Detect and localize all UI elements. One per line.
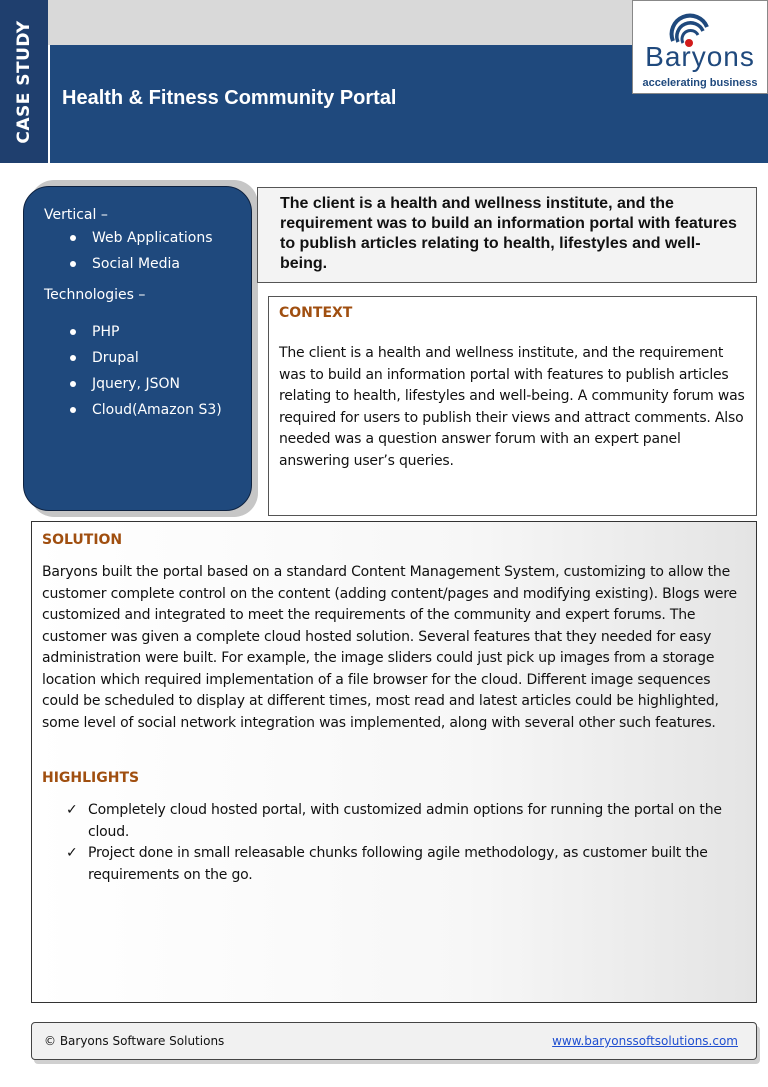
technologies-list [68, 319, 222, 423]
technologies-heading: Technologies – [44, 287, 146, 303]
checkmark-icon: ✓ [66, 802, 78, 818]
context-title: CONTEXT [279, 305, 353, 321]
summary-text: The client is a health and wellness institute, and the requirement was to build an information portal with features to publish articles relating to health, lifestyles and well-being. [280, 195, 737, 272]
page-title: Health & Fitness Community Portal [62, 87, 397, 109]
vertical-list [68, 225, 222, 277]
logo-tagline: accelerating business [642, 77, 758, 89]
highlights-title: HIGHLIGHTS [42, 770, 140, 786]
highlight-text: Completely cloud hosted portal, with customized admin options for running the portal on the cloud. [88, 802, 722, 840]
technology-item: Jquery, JSON [68, 371, 222, 397]
panel-content [44, 205, 222, 423]
vertical-item: Web Applications [68, 225, 222, 251]
highlight-item [66, 800, 746, 843]
footer-website-link[interactable]: www.baryonssoftsolutions.com [552, 1034, 738, 1048]
logo-name: Baryons [645, 41, 755, 72]
company-logo [632, 0, 768, 94]
footer-copyright: © Baryons Software Solutions [44, 1034, 225, 1048]
case-study-label: CASE STUDY [14, 20, 34, 144]
solution-section [31, 521, 757, 1003]
project-details-panel [23, 186, 252, 511]
solution-body: Baryons built the portal based on a standard Content Management System, customizing to allow the customer complete control on the content (adding content/pages and modifying existing). Blogs were customized and integrated to meet the requirements of the community and expert forums. The customer was given a complete cloud hosted solution. Several features that they needed for easy administration were built. For example, the image sliders could just pick up images from a storage location which required implementation of a file browser for the cloud. Different image sequences could be scheduled to display at different times, most read and latest articles could be highlighted, some level of social network integration was implemented, along with several other such features. [42, 564, 737, 731]
highlight-text: Project done in small releasable chunks following agile methodology, as customer built the requirements on the go. [88, 845, 708, 883]
highlight-item [66, 843, 746, 886]
case-study-tab [0, 0, 48, 163]
vertical-heading: Vertical – [44, 207, 108, 223]
checkmark-icon: ✓ [66, 845, 78, 861]
technology-item: Cloud(Amazon S3) [68, 397, 222, 423]
technology-item: Drupal [68, 345, 222, 371]
highlights-list [66, 800, 746, 886]
context-body: The client is a health and wellness institute, and the requirement was to build an information portal with features to publish articles relating to health, lifestyles and well-being. A community forum was required for users to publish their views and attract comments. Also needed was a question answer forum with an expert panel answering user’s queries. [279, 345, 745, 469]
solution-title: SOLUTION [42, 532, 123, 548]
summary-box [257, 187, 757, 283]
footer [31, 1022, 757, 1060]
context-section [268, 296, 757, 516]
technology-item: PHP [68, 319, 222, 345]
vertical-item: Social Media [68, 251, 222, 277]
